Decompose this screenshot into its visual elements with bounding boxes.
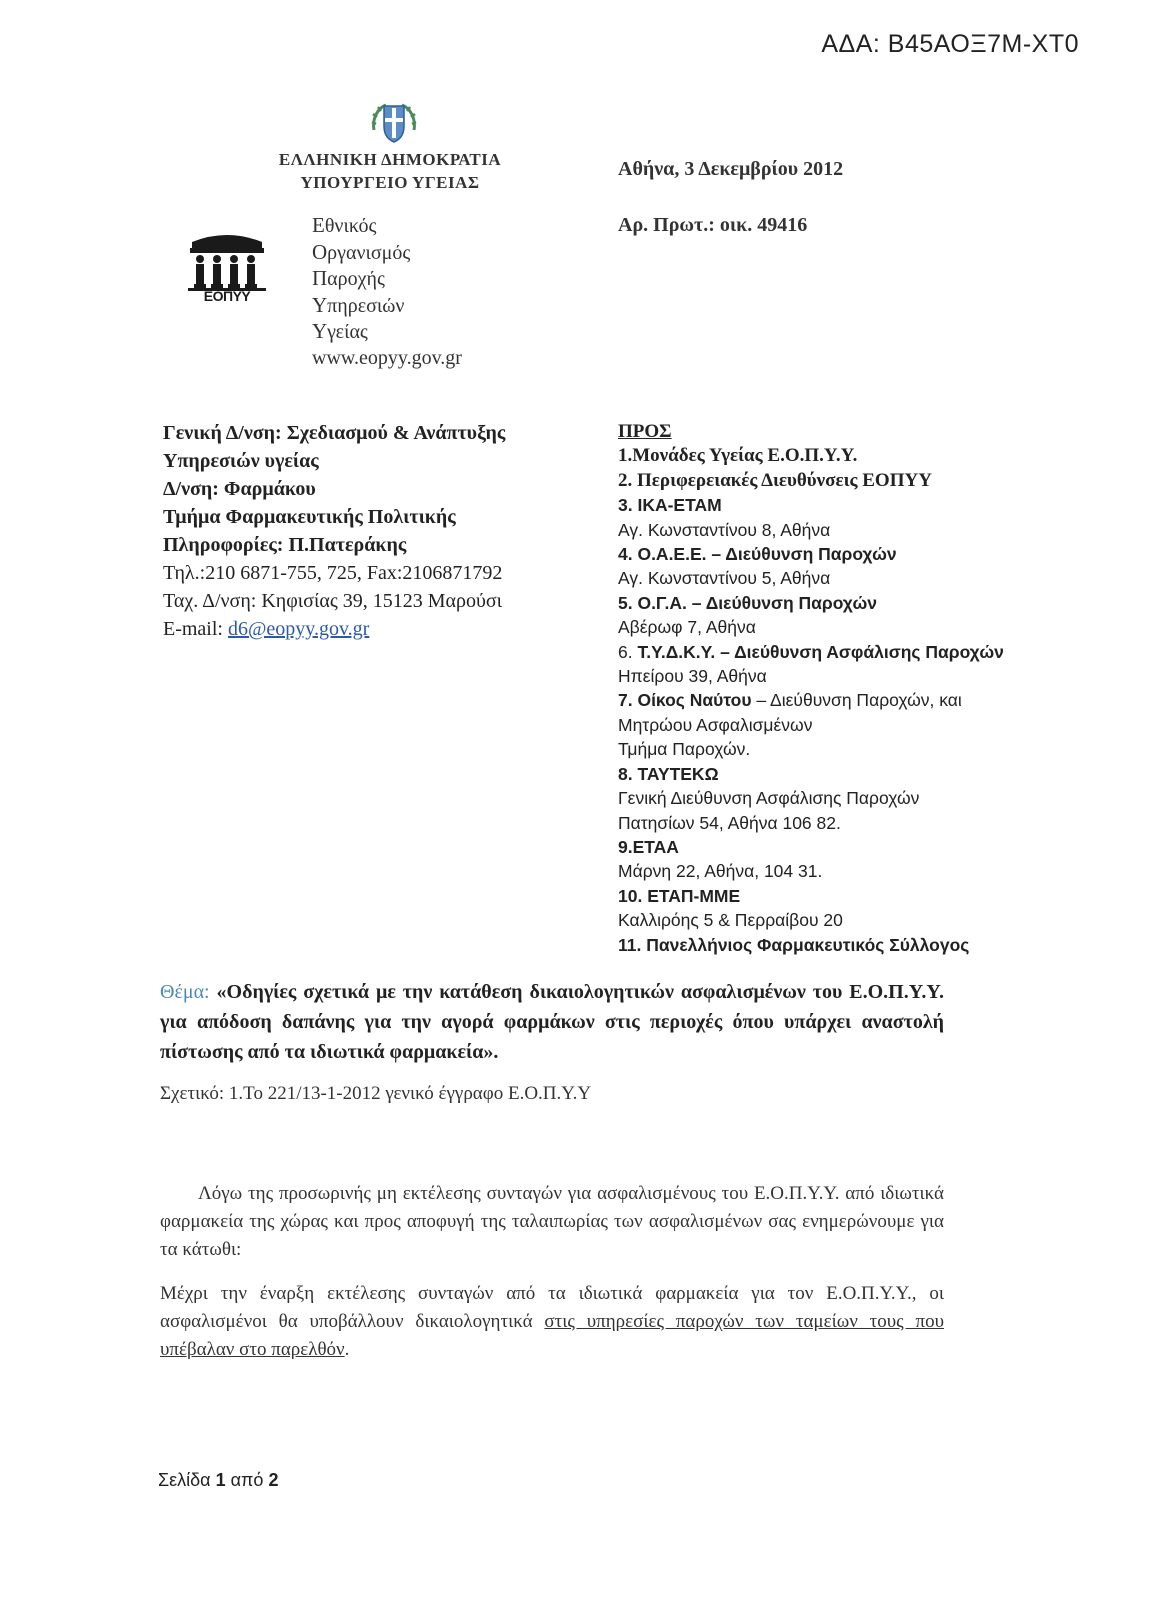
logo-text: ΕΟΠΥΥ (203, 288, 251, 304)
recipient-address: Ηπείρου 39, Αθήνα (618, 666, 767, 687)
recipient-item: 8. ΤΑΥΤΕΚΩ (618, 763, 719, 784)
recipient-address: Πατησίων 54, Αθήνα 106 82. (618, 812, 841, 833)
recipient-item: 5. Ο.Γ.Α. – Διεύθυνση Παροχών (618, 592, 878, 613)
website: www.eopyy.gov.gr (312, 346, 462, 369)
recipient-detail: Μητρώου Ασφαλισμένων (618, 714, 813, 735)
org-line: Εθνικός (312, 213, 377, 237)
government-heading (250, 148, 530, 194)
recipients-block (618, 420, 1004, 957)
sender-address: Ταχ. Δ/νση: Κηφισίας 39, 15123 Μαρούσι (163, 590, 503, 612)
org-line: Οργανισμός (312, 239, 411, 264)
recipient-item: 3. ΙΚΑ-ΕΤΑΜ (618, 495, 722, 516)
sender-phone: Τηλ.:210 6871-755, 725, Fax:2106871792 (163, 562, 503, 584)
ada-code: ΑΔΑ: Β45ΑΟΞ7Μ-ΧΤ0 (821, 30, 1079, 58)
email-link[interactable]: d6@eopyy.gov.gr (227, 618, 370, 640)
page-footer: Σελίδα 1 από 2 (158, 1470, 279, 1490)
recipient-address: Αγ. Κωνσταντίνου 5, Αθήνα (618, 568, 831, 589)
recipient-address: Αβέρωφ 7, Αθήνα (618, 617, 756, 638)
greek-emblem-icon (368, 100, 420, 146)
document-date: Αθήνα, 3 Δεκεμβρίου 2012 (618, 158, 844, 180)
eopyy-logo (186, 230, 268, 310)
recipient-address: Καλλιρόης 5 & Περραίβου 20 (618, 910, 843, 931)
recipient-item: 11. Πανελλήνιος Φαρμακευτικός Σύλλογος (618, 934, 970, 955)
recipient-item: 10. ΕΤΑΠ-ΜΜΕ (618, 885, 741, 906)
recipient-address: Μάρνη 22, Αθήνα, 104 31. (618, 861, 823, 882)
recipient-item: 7. Οίκος Ναύτου – Διεύθυνση Παροχών, και (618, 690, 962, 711)
org-line: Παροχής (312, 266, 385, 290)
organization-name (312, 213, 462, 371)
page-total: 2 (268, 1470, 279, 1490)
sender-department: Τμήμα Φαρμακευτικής Πολιτικής (163, 506, 456, 528)
sender-directorate-cont: Υπηρεσιών υγείας (163, 450, 319, 472)
ministry-name: ΥΠΟΥΡΓΕΙΟ ΥΓΕΙΑΣ (300, 173, 480, 192)
subject-label: Θέμα: (160, 981, 210, 1003)
recipient-item: 9.ΕΤΑΑ (618, 836, 679, 857)
subject-text: «Οδηγίες σχετικά με την κατάθεση δικαιολογητικών ασφαλισμένων του Ε.Ο.Π.Υ.Υ. για απόδοση δαπάνης για την αγορά φαρμάκων στις περιοχές όπου υπάρχει αναστολή πίστωσης από τα ιδιωτικά φαρμακεία». (160, 981, 944, 1063)
recipient-item: 2. Περιφερειακές Διευθύνσεις ΕΟΠΥΥ (618, 469, 932, 491)
underlined-text: στις υπηρεσίες παροχών των ταμείων τους που υπέβαλαν στο παρελθόν (160, 1311, 944, 1360)
country-name: ΕΛΛΗΝΙΚΗ ΔΗΜΟΚΡΑΤΙΑ (278, 150, 502, 169)
recipient-address: Αγ. Κωνσταντίνου 8, Αθήνα (618, 519, 831, 540)
sender-contact: Πληροφορίες: Π.Πατεράκης (163, 534, 407, 556)
recipients-title: ΠΡΟΣ (618, 421, 672, 442)
recipient-detail: Γενική Διεύθυνση Ασφάλισης Παροχών (618, 788, 920, 809)
subject (160, 977, 944, 1067)
email-label: E-mail: (163, 618, 228, 640)
body-paragraph-1: Λόγω της προσωρινής μη εκτέλεσης συνταγών για ασφαλισμένους του Ε.Ο.Π.Υ.Υ. από ιδιωτικά φαρμακεία της χώρας και προς αποφυγή της ταλαιπωρίας των ασφαλισμένων σας ενημερώνουμε για τα κάτωθι: (160, 1183, 944, 1260)
org-line: Υπηρεσιών (312, 292, 405, 317)
body-paragraph-2: Μέχρι την έναρξη εκτέλεσης συνταγών από τα ιδιωτικά φαρμακεία για τον Ε.Ο.Π.Υ.Υ., οι ασφαλισμένοι θα υποβάλλουν δικαιολογητικά στις υπηρεσίες παροχών των ταμείων τους που υπέβαλαν στο παρελθόν. (160, 1283, 944, 1360)
page-number: 1 (215, 1470, 226, 1490)
sender-block (163, 419, 505, 643)
sender-division: Δ/νση: Φαρμάκου (163, 478, 316, 500)
related-reference: Σχετικό: 1.Το 221/13-1-2012 γενικό έγγραφο Ε.Ο.Π.Υ.Υ (160, 1083, 592, 1104)
org-line: Υγείας (312, 319, 368, 343)
recipient-item: 6. Τ.Υ.Δ.Κ.Υ. – Διεύθυνση Ασφάλισης Παροχών (618, 641, 1004, 662)
recipient-detail: Τμήμα Παροχών. (618, 739, 751, 760)
sender-directorate: Γενική Δ/νση: Σχεδιασμού & Ανάπτυξης (163, 422, 506, 444)
sender-email-row (163, 615, 505, 643)
protocol-number: Αρ. Πρωτ.: οικ. 49416 (618, 214, 808, 236)
recipient-item: 4. Ο.Α.Ε.Ε. – Διεύθυνση Παροχών (618, 544, 897, 565)
recipient-item: 1.Μονάδες Υγείας Ε.Ο.Π.Υ.Υ. (618, 445, 858, 467)
